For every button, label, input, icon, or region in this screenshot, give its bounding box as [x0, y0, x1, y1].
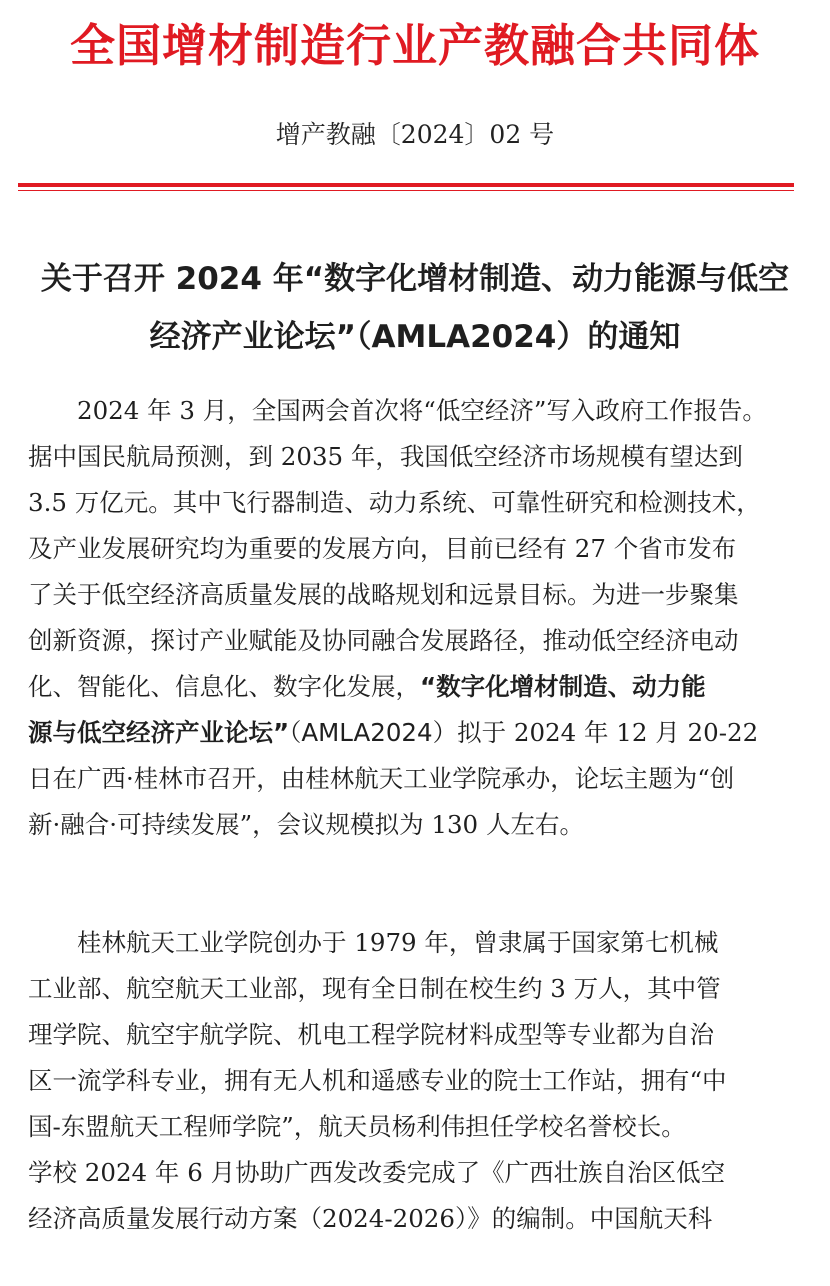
- notice-title: [20, 250, 810, 366]
- notice-title-line-2: 经济产业论坛”（AMLA2024）的通知: [149, 319, 681, 355]
- document-number: 增产教融〔2024〕02 号: [275, 120, 555, 149]
- paragraph-text: 拟于 2024 年 12 月 20-22: [457, 718, 759, 747]
- paragraph-line: 桂林航天工业学院创办于 1979 年，曾隶属于国家第七机械: [77, 928, 719, 957]
- paragraph-line: 工业部、航空航天工业部，现有全日制在校生约 3 万人，其中管: [28, 974, 721, 1003]
- paragraph-text: 化、智能化、信息化、数字化发展，: [28, 672, 420, 701]
- paragraph-line: 2024 年 3 月，全国两会首次将“低空经济”写入政府工作报告。: [77, 396, 767, 425]
- paragraph-line: [28, 710, 798, 756]
- forum-name-emphasis: 源与低空经济产业论坛”: [28, 718, 290, 747]
- organization-title: 全国增材制造行业产教融合共同体: [69, 19, 760, 72]
- paragraph-1: [28, 388, 798, 848]
- paragraph-line: 3.5 万亿元。其中飞行器制造、动力系统、可靠性研究和检测技术，: [28, 488, 761, 517]
- paragraph-line: 及产业发展研究均为重要的发展方向，目前已经有 27 个省市发布: [28, 534, 737, 563]
- paragraph-line: 区一流学科专业，拥有无人机和遥感专业的院士工作站，拥有“中: [28, 1066, 727, 1095]
- forum-abbreviation: （AMLA2024）: [289, 718, 458, 747]
- paragraph-line: 据中国民航局预测，到 2035 年，我国低空经济市场规模有望达到: [28, 442, 743, 471]
- forum-name-emphasis: “数字化增材制造、动力能: [420, 672, 706, 701]
- notice-title-line-1: 关于召开 2024 年“数字化增材制造、动力能源与低空: [40, 261, 790, 297]
- header-divider-thick: [18, 183, 794, 187]
- header-divider-thin: [18, 190, 794, 191]
- paragraph-line: 国-东盟航天工程师学院”，航天员杨利伟担任学校名誉校长。: [28, 1112, 686, 1141]
- paragraph-2: [28, 920, 798, 1242]
- paragraph-line: 理学院、航空宇航学院、机电工程学院材料成型等专业都为自治: [28, 1020, 714, 1049]
- paragraph-line: 了关于低空经济高质量发展的战略规划和远景目标。为进一步聚集: [28, 580, 739, 609]
- paragraph-line: [28, 664, 798, 710]
- paragraph-line: 经济高质量发展行动方案（2024-2026）》的编制。中国航天科: [28, 1204, 713, 1233]
- paragraph-line: 日在广西·桂林市召开，由桂林航天工业学院承办，论坛主题为“创: [28, 764, 735, 793]
- paragraph-line: 新·融合·可持续发展”，会议规模拟为 130 人左右。: [28, 810, 584, 839]
- paragraph-line: 创新资源，探讨产业赋能及协同融合发展路径，推动低空经济电动: [28, 626, 739, 655]
- paragraph-line: 学校 2024 年 6 月协助广西发改委完成了《广西壮族自治区低空: [28, 1158, 726, 1187]
